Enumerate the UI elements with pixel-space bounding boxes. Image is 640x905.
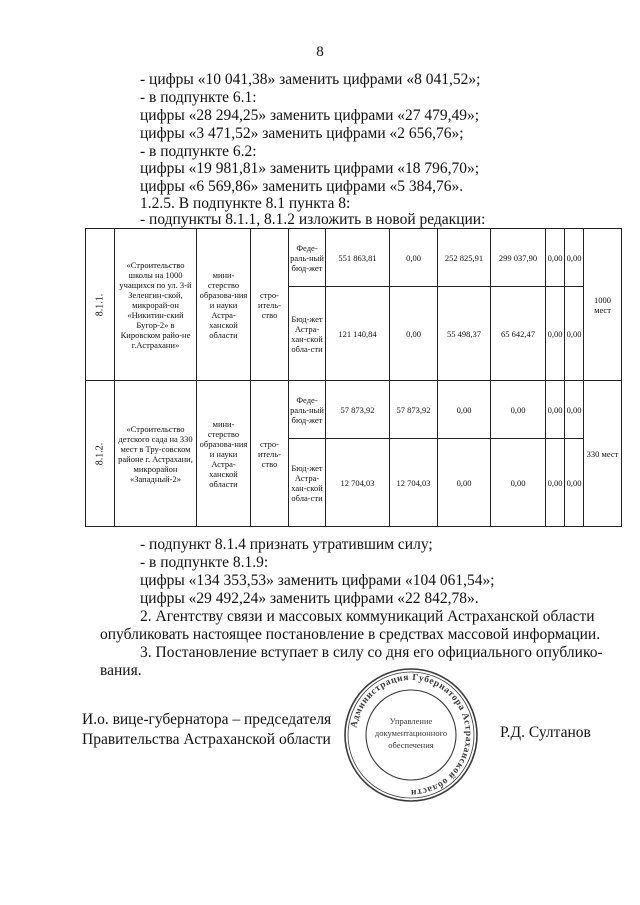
official-seal bbox=[343, 667, 479, 803]
amount-cell: 0,00 bbox=[491, 381, 546, 439]
seal-center-line: документационного bbox=[374, 728, 448, 738]
amount-cell: 0,00 bbox=[546, 439, 565, 527]
capacity-cell: 330 мест bbox=[584, 381, 622, 527]
paragraph-line: 3. Постановление вступает в силу со дня его официального опублико- bbox=[140, 644, 603, 661]
seal-center-line: обеспечения bbox=[388, 740, 434, 750]
page-number: 8 bbox=[316, 44, 324, 60]
seal-ring-text: Администрация Губернатора Астраханской области bbox=[349, 672, 474, 798]
amount-cell: 0,00 bbox=[546, 229, 565, 287]
row-number: 8.1.2. bbox=[86, 381, 115, 527]
amendment-line: цифры «19 981,81» заменить цифрами «18 796,70»; bbox=[140, 160, 480, 177]
amount-cell: 0,00 bbox=[565, 229, 584, 287]
amount-cell: 65 642,47 bbox=[491, 287, 546, 381]
amendment-line: - в подпункте 6.2: bbox=[140, 143, 257, 160]
amount-cell: 0,00 bbox=[390, 287, 438, 381]
position-line: И.о. вице-губернатора – председателя bbox=[82, 711, 332, 728]
amount-cell: 0,00 bbox=[438, 381, 491, 439]
paragraph-line: 2. Агентству связи и массовых коммуникаций Астраханской области bbox=[140, 608, 595, 625]
budget-table bbox=[85, 228, 622, 527]
amount-cell: 0,00 bbox=[565, 287, 584, 381]
amendment-line: - цифры «10 041,38» заменить цифрами «8 041,52»; bbox=[140, 71, 481, 88]
amount-cell: 57 873,92 bbox=[390, 381, 438, 439]
amount-cell: 0,00 bbox=[491, 439, 546, 527]
amount-cell: 12 704,03 bbox=[390, 439, 438, 527]
row-number: 8.1.1. bbox=[86, 229, 115, 381]
amount-cell: 12 704,03 bbox=[326, 439, 390, 527]
position-line: Правительства Астраханской области bbox=[82, 731, 331, 748]
amendment-line: цифры «6 569,86» заменить цифрами «5 384,76». bbox=[140, 178, 464, 195]
amount-cell: 299 037,90 bbox=[491, 229, 546, 287]
amendment-line: цифры «134 353,53» заменить цифрами «104 061,54»; bbox=[140, 572, 495, 589]
amendment-line: - подпункты 8.1.1, 8.1.2 изложить в новой редакции: bbox=[140, 211, 486, 228]
object-name: «Строительство детского сада на 330 мест в Тру-совском районе г. Астрахани, микрорайон «Западный-2» bbox=[115, 381, 197, 527]
amendment-line: цифры «29 492,24» заменить цифрами «22 842,78». bbox=[140, 590, 479, 607]
seal-center-line: Управление bbox=[389, 716, 433, 726]
amount-cell: 252 825,91 bbox=[438, 229, 491, 287]
work-type: стро-итель-ство bbox=[251, 381, 289, 527]
amendment-line: - в подпункте 8.1.9: bbox=[140, 554, 269, 571]
amount-cell: 0,00 bbox=[546, 287, 565, 381]
object-name: «Строительство школы на 1000 учащихся по ул. 3-й Зеленгин-ской, микрорай-он «Никитин-ский Бугор-2» в Кировском райо-не г.Астрахани» bbox=[115, 229, 197, 381]
capacity-cell: 1000 мест bbox=[584, 229, 622, 381]
customer-name: мини-стерство образова-ния и науки Астра-ханской области bbox=[197, 381, 251, 527]
amount-cell: 121 140,84 bbox=[326, 287, 390, 381]
signatory-name: Р.Д. Султанов bbox=[500, 724, 591, 741]
funding-source: Бюд-жет Астра-хан-ской обла-сти bbox=[289, 287, 326, 381]
funding-source: Феде-раль-ный бюд-жет bbox=[289, 229, 326, 287]
signatory-position bbox=[82, 710, 331, 750]
amendment-line: 1.2.5. В подпункте 8.1 пункта 8: bbox=[140, 195, 351, 212]
amount-cell: 0,00 bbox=[390, 229, 438, 287]
amount-cell: 551 863,81 bbox=[326, 229, 390, 287]
funding-source: Бюд-жет Астра-хан-ской обла-сти bbox=[289, 439, 326, 527]
paragraph-line: вания. bbox=[100, 662, 142, 679]
paragraph-line: опубликовать настоящее постановление в средствах массовой информации. bbox=[100, 626, 601, 643]
amount-cell: 57 873,92 bbox=[326, 381, 390, 439]
funding-source: Феде-раль-ный бюд-жет bbox=[289, 381, 326, 439]
work-type: стро-итель-ство bbox=[251, 229, 289, 381]
amount-cell: 0,00 bbox=[546, 381, 565, 439]
amendment-line: - подпункт 8.1.4 признать утратившим силу; bbox=[140, 536, 433, 553]
customer-name: мини-стерство образова-ния и науки Астра-ханской области bbox=[197, 229, 251, 381]
amount-cell: 0,00 bbox=[565, 439, 584, 527]
amendment-line: цифры «28 294,25» заменить цифрами «27 479,49»; bbox=[140, 107, 480, 124]
amendment-line: - в подпункте 6.1: bbox=[140, 89, 257, 106]
amendment-line: цифры «3 471,52» заменить цифрами «2 656,76»; bbox=[140, 125, 464, 142]
amount-cell: 55 498,37 bbox=[438, 287, 491, 381]
amount-cell: 0,00 bbox=[565, 381, 584, 439]
amount-cell: 0,00 bbox=[438, 439, 491, 527]
